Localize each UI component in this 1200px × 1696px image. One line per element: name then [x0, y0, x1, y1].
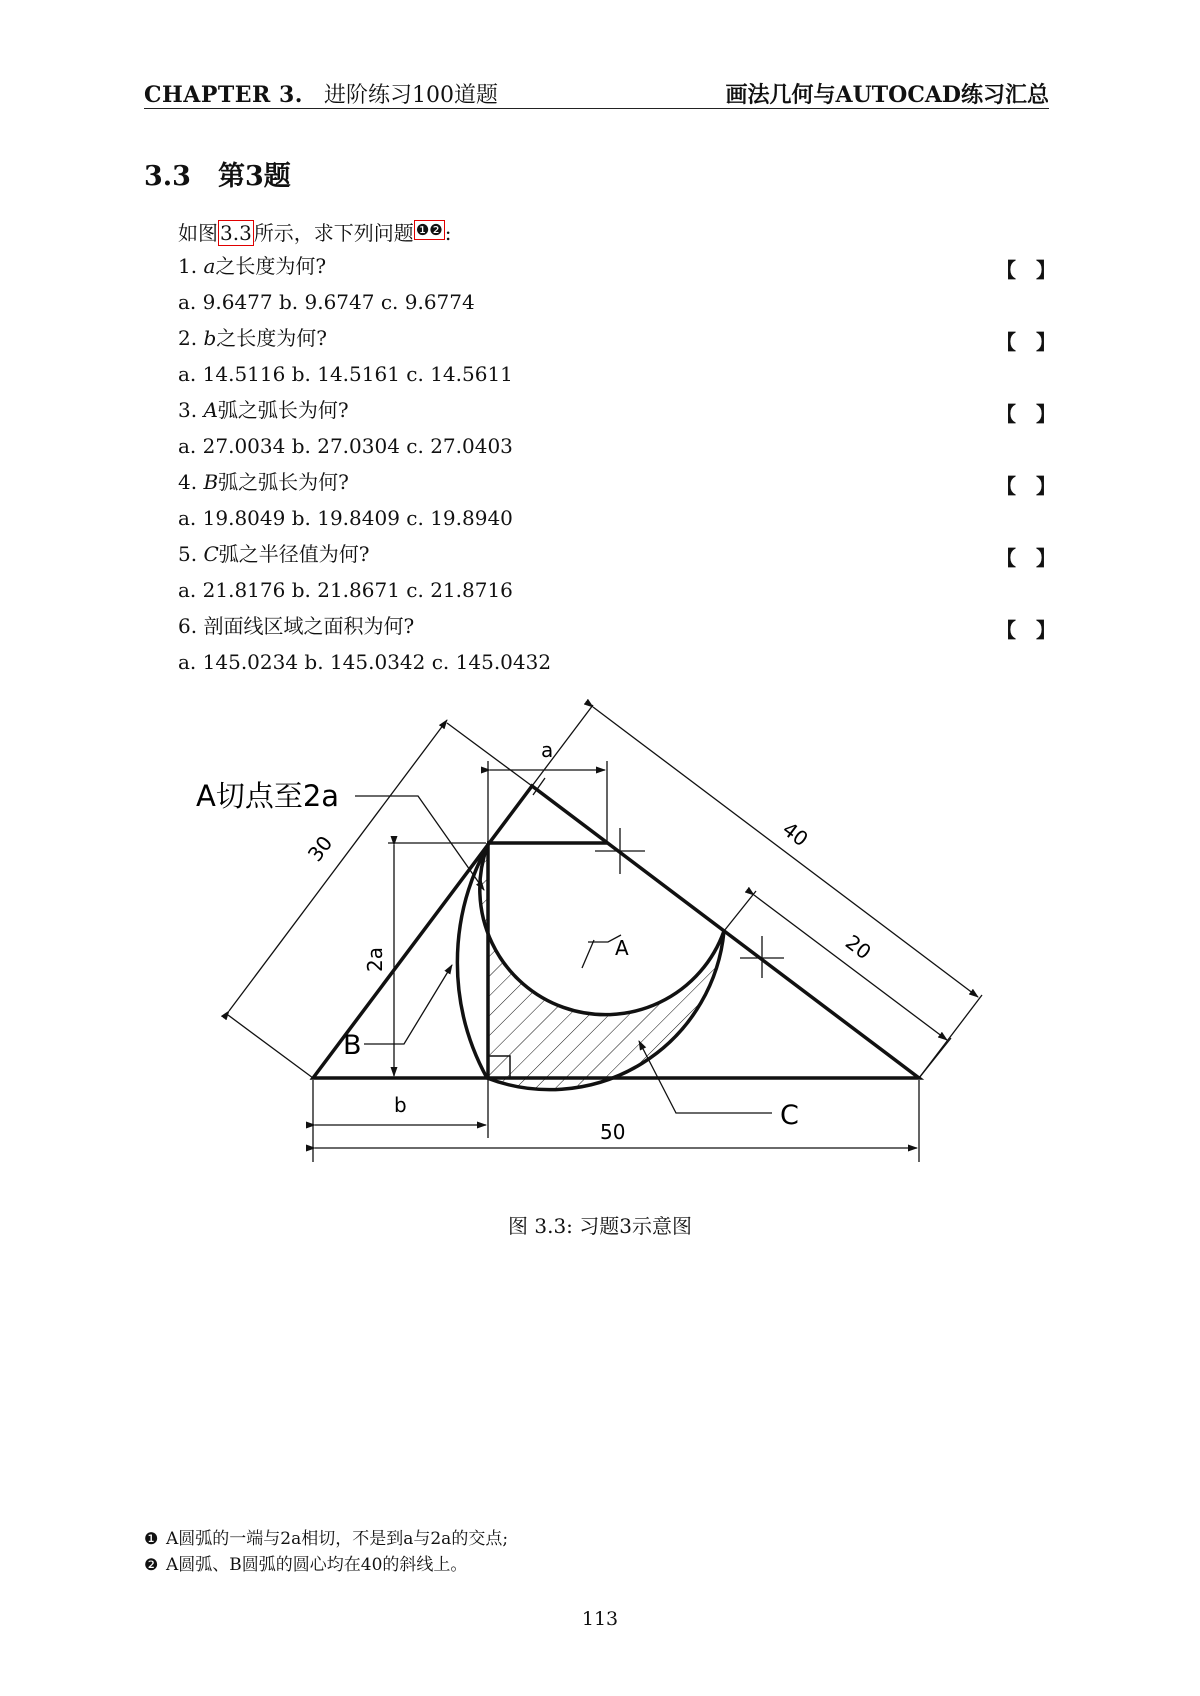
- footnote-reference-link[interactable]: ❶❷: [415, 221, 443, 239]
- footnote-1-mark: ❶: [144, 1529, 159, 1548]
- section-number: 3.3: [144, 161, 191, 192]
- question-3: 3. A弧之弧长为何?: [178, 398, 349, 422]
- label-dim-a: a: [541, 738, 554, 762]
- section-name: 第3题: [218, 161, 291, 192]
- label-dim-2a: 2a: [363, 947, 387, 972]
- footnote-2-mark: ❷: [144, 1555, 159, 1574]
- answer-box-4[interactable]: 【 】: [996, 474, 1056, 498]
- label-tangent-note: A切点至2a: [196, 779, 340, 813]
- answer-box-2[interactable]: 【 】: [996, 330, 1056, 354]
- question-2: 2. b之长度为何?: [178, 326, 327, 350]
- page-number: 113: [581, 1608, 619, 1630]
- answer-box-6[interactable]: 【 】: [996, 618, 1056, 642]
- question-1: 1. a之长度为何?: [178, 254, 327, 278]
- figure-reference-link[interactable]: 3.3: [220, 221, 252, 245]
- answer-box-3[interactable]: 【 】: [996, 402, 1056, 426]
- options-2: a. 14.5116 b. 14.5161 c. 14.5611: [178, 362, 513, 386]
- footnote-1: [144, 1524, 508, 1549]
- figure-caption: 图 3.3: 习题3示意图: [508, 1214, 692, 1238]
- options-3: a. 27.0034 b. 27.0304 c. 27.0403: [178, 434, 513, 458]
- options-4: a. 19.8049 b. 19.8409 c. 19.8940: [178, 506, 513, 530]
- label-arc-C: C: [780, 1100, 799, 1131]
- label-dim-40: 40: [777, 816, 813, 852]
- question-6: 6. 剖面线区域之面积为何?: [178, 614, 415, 638]
- intro-prefix: 如图: [178, 221, 218, 245]
- label-dim-20: 20: [840, 929, 876, 965]
- options-1: a. 9.6477 b. 9.6747 c. 9.6774: [178, 290, 475, 314]
- intro-middle: 所示，求下列问题: [253, 221, 414, 245]
- answer-box-5[interactable]: 【 】: [996, 546, 1056, 570]
- answer-box-1[interactable]: 【 】: [996, 258, 1056, 282]
- label-arc-B: B: [343, 1030, 362, 1061]
- label-dim-30: 30: [302, 831, 338, 867]
- header-book-title: 画法几何与AUTOCAD练习汇总: [725, 82, 1049, 108]
- options-5: a. 21.8176 b. 21.8671 c. 21.8716: [178, 578, 513, 602]
- footnote-1-text: A圆弧的一端与2a相切，不是到a与2a的交点;: [166, 1529, 509, 1549]
- label-dim-50: 50: [600, 1120, 626, 1144]
- options-6: a. 145.0234 b. 145.0342 c. 145.0432: [178, 650, 552, 674]
- hatched-region: [480, 847, 724, 1090]
- label-dim-b: b: [394, 1093, 407, 1117]
- label-arc-A: A: [615, 936, 629, 960]
- header-chapter-title: 进阶练习100道题: [323, 83, 498, 108]
- question-5: 5. C弧之半径值为何?: [178, 542, 370, 566]
- footnote-2-text: A圆弧、B圆弧的圆心均在40的斜线上。: [166, 1555, 468, 1575]
- header-chapter-label: CHAPTER 3.: [144, 82, 303, 108]
- footnote-2: [144, 1550, 467, 1575]
- question-4: 4. B弧之弧长为何?: [178, 470, 349, 494]
- intro-suffix: :: [444, 221, 452, 245]
